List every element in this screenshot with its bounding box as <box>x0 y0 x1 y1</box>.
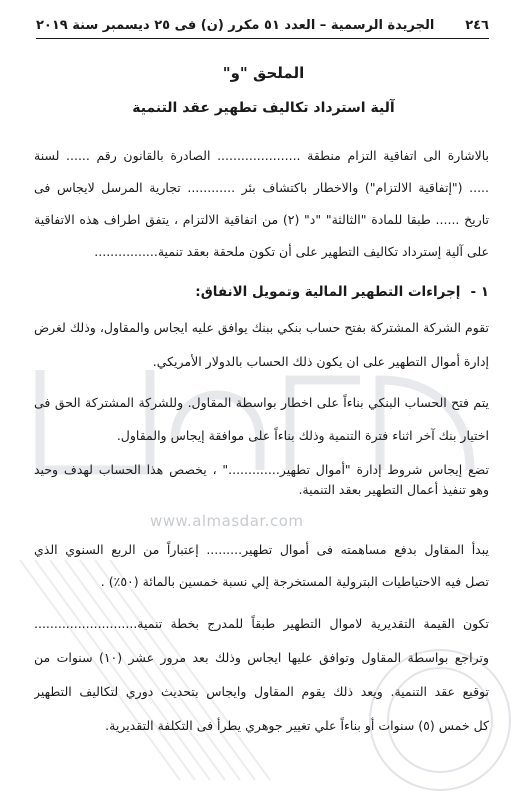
body-line: تكون القيمة التقديرية لاموال التطهير طبقاً للمدرج بخطة تنمية.......................... <box>34 616 489 631</box>
intro-line: على آلية إسترداد تكاليف التطهير على أن تكون ملحقة بعقد تنمية................ <box>94 244 489 259</box>
body-line: تضع إيجاس شروط إدارة "أموال تطهير............." ، يخصص هذا الحساب لهدف وحيد <box>34 462 489 477</box>
intro-line: تاريخ ...... طبقا للمادة "الثالثة" "د" (٢) من اتفاقية الالتزام ، يتفق اطراف هذه الاتفاقية <box>34 212 489 227</box>
gazette-title: الجريدة الرسمية – العدد ٥١ مكرر (ن) فى ٢٥ ديسمبر سنة ٢٠١٩ <box>36 17 435 33</box>
header-divider <box>36 38 489 39</box>
page-header <box>36 14 489 36</box>
body-line: وهو تنفيذ أعمال التطهير بعقد التنمية. <box>298 482 489 497</box>
section-title: إجراءات التطهير المالية وتمويل الانفاق: <box>195 284 461 300</box>
body-line: اختيار بنك آخر اثناء فترة التنمية وذلك بناءاً على موافقة إيجاس والمقاول. <box>116 428 489 443</box>
body-line: كل خمس (٥) سنوات أو بناءاً علي تغيير جوهري يطرأ فى التكلفة التقديرية. <box>105 718 489 733</box>
annex-subtitle: آلية استرداد تكاليف تطهير عقد التنمية <box>132 100 395 116</box>
annex-title: الملحق "و" <box>222 64 305 82</box>
intro-line: ..... ("إتفاقية الالتزام") والاخطار باكتشاف بئر ............ تجارية المرسل لايجاس فى <box>34 180 489 195</box>
section-heading <box>34 282 489 302</box>
body-line: إدارة أموال التطهير على ان يكون ذلك الحساب بالدولار الأمريكي. <box>152 354 489 369</box>
body-line: توقيع عقد التنمية. ويعد ذلك يقوم المقاول وايجاس بتحديث دوري لتكاليف التطهير <box>34 684 489 699</box>
body-line: يبدأ المقاول بدفع مساهمته فى أموال تطهير......... إعتباراً من الربع السنوي الذي <box>34 542 489 557</box>
body-line: تصل فيه الاحتياطيات البترولية المستخرجة إلي نسبة خمسين بالمائة (٥٠٪) . <box>100 574 489 589</box>
page-number: ٢٤٦ <box>465 17 489 33</box>
body-line: يتم فتح الحساب البنكي بناءاً على اخطار بواسطة المقاول. وللشركة المشتركة الحق فى <box>34 395 489 410</box>
section-number: ١ - <box>470 284 489 300</box>
watermark-url: www.almasdar.com <box>150 512 304 530</box>
intro-line: بالاشارة الى اتفاقية التزام منطقة ..................... الصادرة بالقانون رقم ...... لسنة <box>34 148 489 163</box>
body-line: وتراجع بواسطة المقاول وتوافق عليها ايجاس وذلك بعد مرور عشر (١٠) سنوات من <box>34 650 489 665</box>
body-line: تقوم الشركة المشتركة بفتح حساب بنكي ببنك يوافق عليه ايجاس والمقاول، وذلك لغرض <box>34 320 489 335</box>
